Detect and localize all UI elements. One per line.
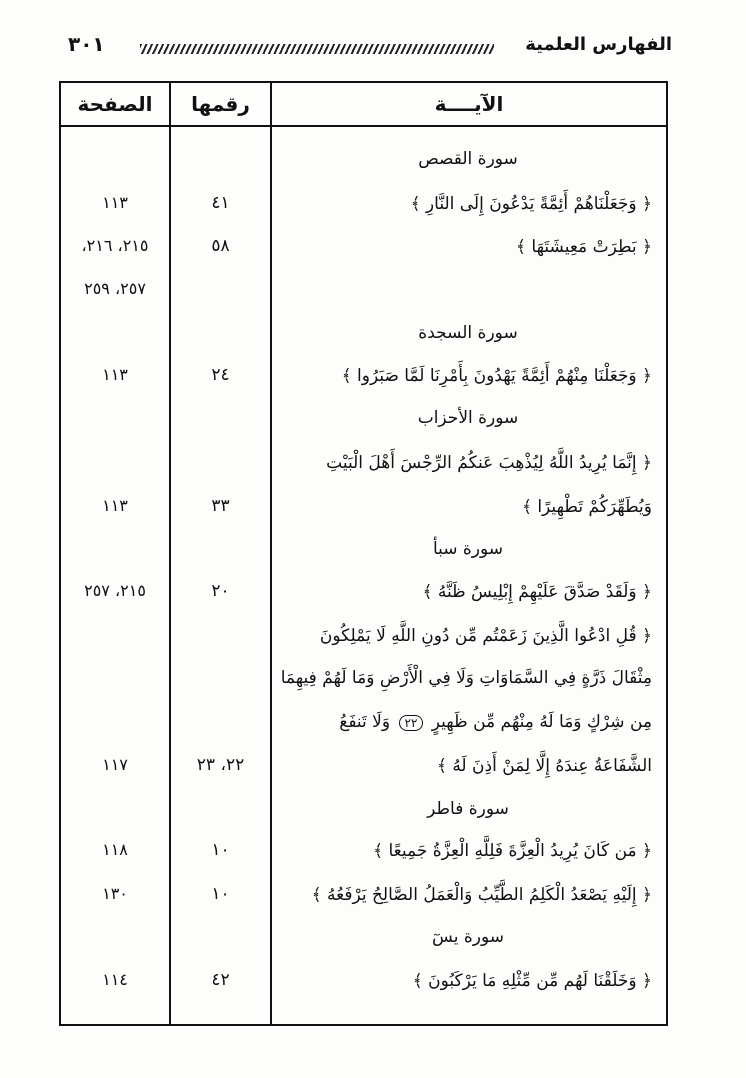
surah-heading: سورة يسٓ [432, 927, 504, 947]
verse-text: الشَّفَاعَةُ عِندَهُ إِلَّا لِمَنْ أَذِنَ لَهُ ﴾ [436, 756, 652, 776]
verse-number: ١٠ [211, 884, 230, 904]
verse-text: ﴿ مَن كَانَ يُرِيدُ الْعِزَّةَ فَلِلَّهِ الْعِزَّةُ جَمِيعًا ﴾ [373, 841, 652, 861]
page-ref: ٢١٥، ٢١٦، [81, 236, 149, 255]
verse-text-line [262, 712, 652, 732]
verse-number: ٢٤ [211, 365, 230, 385]
page-ref: ١١٣ [102, 193, 128, 212]
verse-text: ﴿ وَجَعَلْنَاهُمْ أَئِمَّةً يَدْعُونَ إِلَى النَّارِ ﴾ [410, 194, 652, 214]
verse-text: مِن شِرْكٍ وَمَا لَهُ مِنْهُم مِّن ظَهِيرٍ [431, 712, 652, 732]
table-body [61, 127, 666, 1024]
surah-heading: سورة القصص [418, 149, 518, 169]
verse-text: ﴿ وَجَعَلْنَا مِنْهُمْ أَئِمَّةً يَهْدُونَ بِأَمْرِنَا لَمَّا صَبَرُوا ﴾ [341, 366, 652, 386]
page-ref: ٢١٥، ٢٥٧ [84, 581, 146, 600]
surah-heading: سورة فاطر [427, 799, 509, 819]
surah-heading: سورة سبأ [432, 539, 504, 559]
verse-number: ٢٠ [211, 581, 230, 601]
page-ref: ١١٣ [102, 496, 128, 515]
surah-heading: سورة السجدة [418, 323, 518, 343]
verse-number: ٤١ [211, 193, 230, 213]
ayah-number-mark: ٢٢ [399, 715, 424, 731]
page-number: ٣٠١ [68, 32, 105, 56]
verse-text: وَيُطَهِّرَكُمْ تَطْهِيرًا ﴾ [521, 497, 652, 517]
verse-number: ٥٨ [211, 236, 230, 256]
header-page: الصفحة [77, 92, 153, 116]
page-ref: ١١٨ [102, 840, 128, 859]
verse-text: مِثْقَالَ ذَرَّةٍ فِي السَّمَاوَاتِ وَلَا فِي الْأَرْضِ وَمَا لَهُمْ فِيهِمَا [280, 668, 652, 688]
verse-number: ٣٣ [211, 496, 230, 516]
page-ref: ١١٣ [102, 365, 128, 384]
surah-heading: سورة الأحزاب [417, 408, 519, 428]
page-ref: ٢٥٧، ٢٥٩ [84, 279, 146, 298]
page-ref: ١٣٠ [102, 884, 128, 903]
verse-text: ﴿ وَخَلَقْنَا لَهُم مِّن مِّثْلِهِ مَا يَرْكَبُونَ ﴾ [412, 971, 652, 991]
verse-text: ﴿ إِنَّمَا يُرِيدُ اللَّهُ لِيُذْهِبَ عَنكُمُ الرِّجْسَ أَهْلَ الْبَيْتِ [326, 453, 652, 473]
verse-number: ١٠ [211, 840, 230, 860]
verse-text: ﴿ بَطِرَتْ مَعِيشَتَهَا ﴾ [516, 237, 652, 257]
verse-text: ﴿ قُلِ ادْعُوا الَّذِينَ زَعَمْتُم مِّن دُونِ اللَّهِ لَا يَمْلِكُونَ [319, 626, 652, 646]
running-head-title: الفهارس العلمية [525, 34, 672, 55]
page-ref: ١١٤ [102, 970, 128, 989]
verse-index-table [59, 81, 668, 1026]
decorative-rule [140, 44, 494, 54]
header-verse: الآيــــة [434, 92, 504, 116]
header-number: رقمها [191, 92, 250, 116]
running-head [60, 30, 672, 66]
verse-number: ٢٢، ٢٣ [196, 755, 245, 775]
verse-text: ﴿ وَلَقَدْ صَدَّقَ عَلَيْهِمْ إِبْلِيسُ ظَنَّهُ ﴾ [422, 582, 652, 602]
verse-text: ﴿ إِلَيْهِ يَصْعَدُ الْكَلِمُ الطَّيِّبُ وَالْعَمَلُ الصَّالِحُ يَرْفَعُهُ ﴾ [311, 885, 652, 905]
verse-number: ٤٢ [211, 970, 230, 990]
page-ref: ١١٧ [102, 755, 128, 774]
verse-text: وَلَا تَنفَعُ [339, 712, 391, 732]
